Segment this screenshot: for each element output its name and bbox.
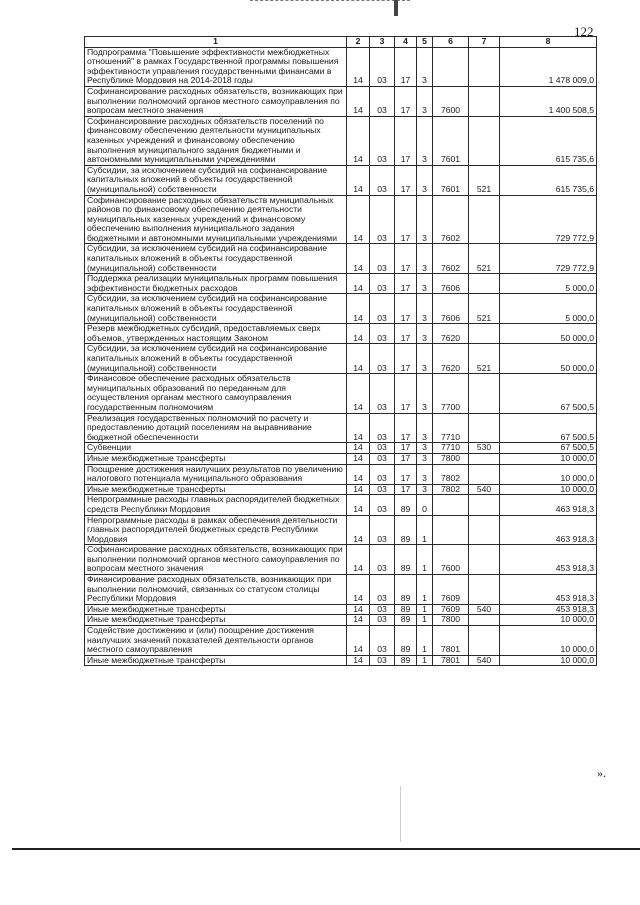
row-col-6: 7801 xyxy=(433,626,469,656)
row-col-2: 14 xyxy=(347,195,370,244)
row-name: Софинансирование расходных обязательств поселений по финансовому обеспечению деятельности муниципальных казенных учреждений и финансовому обеспечению выполнения муниципального задания бюджетными и автономными муниципальными учреждениями xyxy=(85,116,347,165)
row-name: Субвенции xyxy=(85,443,347,454)
table-row xyxy=(85,195,597,244)
row-col-5: 1 xyxy=(417,615,433,626)
row-col-7 xyxy=(469,374,500,413)
row-amount: 10 000,0 xyxy=(500,615,597,626)
row-col-7: 530 xyxy=(469,443,500,454)
row-col-4: 17 xyxy=(395,294,417,324)
row-col-4: 17 xyxy=(395,453,417,464)
table-row xyxy=(85,575,597,605)
row-name: Субсидии, за исключением субсидий на софинансирование капитальных вложений в объекты государственной (муниципальной) собственности xyxy=(85,165,347,195)
row-col-2: 14 xyxy=(347,413,370,443)
row-amount: 67 500,5 xyxy=(500,374,597,413)
row-col-3: 03 xyxy=(370,165,395,195)
row-col-3: 03 xyxy=(370,443,395,454)
row-amount: 67 500,5 xyxy=(500,443,597,454)
row-col-3: 03 xyxy=(370,453,395,464)
row-col-3: 03 xyxy=(370,344,395,374)
row-amount: 453 918,3 xyxy=(500,604,597,615)
row-col-5: 0 xyxy=(417,495,433,515)
row-amount: 1 400 508,5 xyxy=(500,86,597,116)
row-col-3: 03 xyxy=(370,464,395,484)
row-col-3: 03 xyxy=(370,195,395,244)
row-amount: 1 478 009,0 xyxy=(500,47,597,86)
row-amount: 463 918,3 xyxy=(500,515,597,545)
row-col-7 xyxy=(469,453,500,464)
table-row xyxy=(85,244,597,274)
row-col-3: 03 xyxy=(370,655,395,666)
scan-scratch-line xyxy=(400,786,401,842)
row-col-7 xyxy=(469,615,500,626)
row-col-6: 7802 xyxy=(433,464,469,484)
row-col-4: 17 xyxy=(395,324,417,344)
row-col-2: 14 xyxy=(347,495,370,515)
row-amount: 10 000,0 xyxy=(500,453,597,464)
row-name: Поддержка реализации муниципальных программ повышения эффективности бюджетных расходов xyxy=(85,274,347,294)
row-amount: 453 918,3 xyxy=(500,575,597,605)
row-col-5: 3 xyxy=(417,86,433,116)
bottom-rule xyxy=(12,848,640,850)
table-row xyxy=(85,374,597,413)
row-col-6: 7802 xyxy=(433,484,469,495)
row-col-6: 7602 xyxy=(433,244,469,274)
row-col-5: 3 xyxy=(417,274,433,294)
row-col-6: 7700 xyxy=(433,374,469,413)
row-col-2: 14 xyxy=(347,626,370,656)
row-amount: 453 918,3 xyxy=(500,545,597,575)
scan-artifact-mark xyxy=(394,0,398,16)
row-col-7 xyxy=(469,575,500,605)
row-col-7 xyxy=(469,495,500,515)
row-col-2: 14 xyxy=(347,374,370,413)
closing-mark: ». xyxy=(597,766,606,780)
row-col-4: 17 xyxy=(395,116,417,165)
row-col-4: 89 xyxy=(395,575,417,605)
table-header-row xyxy=(85,37,597,48)
table-row xyxy=(85,453,597,464)
row-col-4: 17 xyxy=(395,443,417,454)
row-col-6: 7609 xyxy=(433,604,469,615)
row-amount: 10 000,0 xyxy=(500,626,597,656)
row-col-4: 17 xyxy=(395,165,417,195)
row-col-5: 3 xyxy=(417,453,433,464)
table-row xyxy=(85,274,597,294)
row-name: Субсидии, за исключением субсидий на софинансирование капитальных вложений в объекты государственной (муниципальной) собственности xyxy=(85,294,347,324)
row-name: Иные межбюджетные трансферты xyxy=(85,615,347,626)
row-amount: 5 000,0 xyxy=(500,294,597,324)
row-col-5: 1 xyxy=(417,575,433,605)
row-col-4: 89 xyxy=(395,615,417,626)
row-name: Поощрение достижения наилучших результатов по увеличению налогового потенциала муниципального образования xyxy=(85,464,347,484)
row-col-2: 14 xyxy=(347,344,370,374)
row-col-4: 17 xyxy=(395,86,417,116)
header-col-1: 1 xyxy=(85,37,347,48)
row-amount: 463 918,3 xyxy=(500,495,597,515)
table-row xyxy=(85,655,597,666)
row-col-5: 3 xyxy=(417,165,433,195)
table-row xyxy=(85,615,597,626)
row-col-2: 14 xyxy=(347,615,370,626)
row-amount: 10 000,0 xyxy=(500,464,597,484)
header-col-8: 8 xyxy=(500,37,597,48)
row-col-6: 7710 xyxy=(433,413,469,443)
header-col-4: 4 xyxy=(395,37,417,48)
row-amount: 67 500,5 xyxy=(500,413,597,443)
row-col-2: 14 xyxy=(347,604,370,615)
row-col-6: 7710 xyxy=(433,443,469,454)
row-col-5: 1 xyxy=(417,545,433,575)
row-col-4: 89 xyxy=(395,655,417,666)
row-col-3: 03 xyxy=(370,545,395,575)
row-col-7: 521 xyxy=(469,244,500,274)
header-col-3: 3 xyxy=(370,37,395,48)
row-col-3: 03 xyxy=(370,484,395,495)
row-col-6: 7601 xyxy=(433,116,469,165)
row-col-4: 17 xyxy=(395,413,417,443)
row-col-4: 89 xyxy=(395,545,417,575)
row-name: Реализация государственных полномочий по расчету и предоставлению дотаций поселениям на выравнивание бюджетной обеспеченности xyxy=(85,413,347,443)
row-col-5: 3 xyxy=(417,244,433,274)
row-col-4: 17 xyxy=(395,195,417,244)
row-col-5: 3 xyxy=(417,413,433,443)
row-col-2: 14 xyxy=(347,274,370,294)
row-col-6: 7801 xyxy=(433,655,469,666)
row-name: Резерв межбюджетных субсидий, предоставляемых сверх объемов, утвержденных настоящим Законом xyxy=(85,324,347,344)
row-col-4: 89 xyxy=(395,515,417,545)
row-name: Субсидии, за исключением субсидий на софинансирование капитальных вложений в объекты государственной (муниципальной) собственности xyxy=(85,244,347,274)
row-col-6: 7620 xyxy=(433,344,469,374)
row-name: Софинансирование расходных обязательств муниципальных районов по финансовому обеспечению деятельности муниципальных казенных учреждений и финансовому обеспечению выполнения муниципального задания бюджетными и автономными муниципальными учреждениями xyxy=(85,195,347,244)
row-amount: 50 000,0 xyxy=(500,344,597,374)
row-col-7: 540 xyxy=(469,604,500,615)
row-col-3: 03 xyxy=(370,413,395,443)
row-name: Непрограммные расходы главных распорядителей бюджетных средств Республики Мордовия xyxy=(85,495,347,515)
row-col-6: 7606 xyxy=(433,274,469,294)
row-col-3: 03 xyxy=(370,244,395,274)
row-col-5: 3 xyxy=(417,195,433,244)
table-row xyxy=(85,344,597,374)
row-amount: 615 735,6 xyxy=(500,165,597,195)
row-col-5: 1 xyxy=(417,604,433,615)
table-row xyxy=(85,443,597,454)
header-col-5: 5 xyxy=(417,37,433,48)
row-col-6: 7601 xyxy=(433,165,469,195)
row-col-5: 3 xyxy=(417,116,433,165)
row-col-6: 7800 xyxy=(433,453,469,464)
row-name: Финансирование расходных обязательств, возникающих при выполнении полномочий, связанных со статусом столицы Республики Мордовия xyxy=(85,575,347,605)
row-col-7 xyxy=(469,413,500,443)
row-col-4: 17 xyxy=(395,344,417,374)
row-amount: 50 000,0 xyxy=(500,324,597,344)
row-col-4: 17 xyxy=(395,484,417,495)
row-col-3: 03 xyxy=(370,86,395,116)
row-col-7 xyxy=(469,195,500,244)
row-col-3: 03 xyxy=(370,495,395,515)
row-amount: 10 000,0 xyxy=(500,484,597,495)
row-col-7 xyxy=(469,545,500,575)
row-col-6: 7602 xyxy=(433,195,469,244)
row-col-2: 14 xyxy=(347,86,370,116)
row-col-3: 03 xyxy=(370,515,395,545)
table-row xyxy=(85,464,597,484)
row-col-2: 14 xyxy=(347,165,370,195)
row-col-2: 14 xyxy=(347,515,370,545)
row-col-5: 1 xyxy=(417,655,433,666)
row-amount: 729 772,9 xyxy=(500,244,597,274)
row-col-6: 7609 xyxy=(433,575,469,605)
row-col-6: 7600 xyxy=(433,86,469,116)
row-amount: 729 772,9 xyxy=(500,195,597,244)
row-name: Иные межбюджетные трансферты xyxy=(85,453,347,464)
table-row xyxy=(85,294,597,324)
table-row xyxy=(85,324,597,344)
row-col-7: 521 xyxy=(469,294,500,324)
row-col-4: 17 xyxy=(395,244,417,274)
row-col-5: 3 xyxy=(417,464,433,484)
row-col-5: 3 xyxy=(417,374,433,413)
row-col-3: 03 xyxy=(370,274,395,294)
row-col-4: 17 xyxy=(395,274,417,294)
row-col-2: 14 xyxy=(347,575,370,605)
row-col-7 xyxy=(469,464,500,484)
row-col-2: 14 xyxy=(347,464,370,484)
table-row xyxy=(85,165,597,195)
page-number: 122 xyxy=(574,24,594,39)
row-col-5: 3 xyxy=(417,47,433,86)
row-col-6 xyxy=(433,495,469,515)
row-col-4: 17 xyxy=(395,47,417,86)
row-col-5: 1 xyxy=(417,626,433,656)
row-col-5: 1 xyxy=(417,515,433,545)
row-col-2: 14 xyxy=(347,324,370,344)
row-col-4: 89 xyxy=(395,626,417,656)
row-col-6: 7606 xyxy=(433,294,469,324)
row-name: Иные межбюджетные трансферты xyxy=(85,484,347,495)
scan-artifact-top xyxy=(250,0,410,13)
row-col-3: 03 xyxy=(370,294,395,324)
row-col-6 xyxy=(433,47,469,86)
row-col-7: 521 xyxy=(469,344,500,374)
row-col-7 xyxy=(469,515,500,545)
row-col-3: 03 xyxy=(370,116,395,165)
row-name: Иные межбюджетные трансферты xyxy=(85,604,347,615)
row-col-3: 03 xyxy=(370,626,395,656)
table-row xyxy=(85,86,597,116)
row-col-5: 3 xyxy=(417,324,433,344)
row-name: Содействие достижению и (или) поощрение достижения наилучших значений показателей деятельности органов местного самоуправления xyxy=(85,626,347,656)
row-col-7: 521 xyxy=(469,165,500,195)
row-amount: 10 000,0 xyxy=(500,655,597,666)
row-col-7 xyxy=(469,47,500,86)
header-col-2: 2 xyxy=(347,37,370,48)
table-row xyxy=(85,604,597,615)
row-amount: 615 735,6 xyxy=(500,116,597,165)
row-col-5: 3 xyxy=(417,443,433,454)
row-col-3: 03 xyxy=(370,575,395,605)
table-row xyxy=(85,495,597,515)
row-col-6 xyxy=(433,515,469,545)
row-col-7 xyxy=(469,274,500,294)
row-col-7 xyxy=(469,626,500,656)
row-name: Иные межбюджетные трансферты xyxy=(85,655,347,666)
row-name: Подпрограмма "Повышение эффективности межбюджетных отношений" в рамках Государственной программы повышения эффективности управления государственными финансами в Республике Мордовия на 2014-2018 годы xyxy=(85,47,347,86)
row-col-7: 540 xyxy=(469,484,500,495)
row-col-2: 14 xyxy=(347,443,370,454)
row-name: Субсидии, за исключением субсидий на софинансирование капитальных вложений в объекты государственной (муниципальной) собственности xyxy=(85,344,347,374)
header-col-6: 6 xyxy=(433,37,469,48)
row-col-3: 03 xyxy=(370,47,395,86)
table-row xyxy=(85,47,597,86)
table-row xyxy=(85,413,597,443)
table-row xyxy=(85,545,597,575)
row-col-7 xyxy=(469,86,500,116)
row-col-3: 03 xyxy=(370,615,395,626)
budget-table xyxy=(84,36,597,666)
row-col-3: 03 xyxy=(370,604,395,615)
row-name: Непрограммные расходы в рамках обеспечения деятельности главных распорядителей бюджетных средств Республики Мордовия xyxy=(85,515,347,545)
row-col-3: 03 xyxy=(370,324,395,344)
row-col-5: 3 xyxy=(417,294,433,324)
table-row xyxy=(85,515,597,545)
row-col-5: 3 xyxy=(417,344,433,374)
row-amount: 5 000,0 xyxy=(500,274,597,294)
row-col-4: 89 xyxy=(395,495,417,515)
header-col-7: 7 xyxy=(469,37,500,48)
row-col-7: 540 xyxy=(469,655,500,666)
row-name: Софинансирование расходных обязательств, возникающих при выполнении полномочий органов местного самоуправления по вопросам местного значения xyxy=(85,545,347,575)
row-col-2: 14 xyxy=(347,484,370,495)
row-col-4: 17 xyxy=(395,374,417,413)
row-col-6: 7620 xyxy=(433,324,469,344)
row-name: Софинансирование расходных обязательств, возникающих при выполнении полномочий органов местного самоуправления по вопросам местного значения xyxy=(85,86,347,116)
row-col-6: 7600 xyxy=(433,545,469,575)
row-col-2: 14 xyxy=(347,294,370,324)
table-row xyxy=(85,626,597,656)
table-row xyxy=(85,484,597,495)
row-col-6: 7800 xyxy=(433,615,469,626)
row-col-2: 14 xyxy=(347,116,370,165)
row-col-5: 3 xyxy=(417,484,433,495)
row-col-2: 14 xyxy=(347,453,370,464)
row-col-4: 89 xyxy=(395,604,417,615)
table-row xyxy=(85,116,597,165)
row-col-2: 14 xyxy=(347,545,370,575)
row-col-2: 14 xyxy=(347,655,370,666)
row-col-7 xyxy=(469,324,500,344)
row-col-4: 17 xyxy=(395,464,417,484)
row-col-2: 14 xyxy=(347,47,370,86)
row-col-2: 14 xyxy=(347,244,370,274)
row-col-7 xyxy=(469,116,500,165)
row-col-3: 03 xyxy=(370,374,395,413)
row-name: Финансовое обеспечение расходных обязательств муниципальных образований по переданным для осуществления органам местного самоуправления государственным полномочиям xyxy=(85,374,347,413)
